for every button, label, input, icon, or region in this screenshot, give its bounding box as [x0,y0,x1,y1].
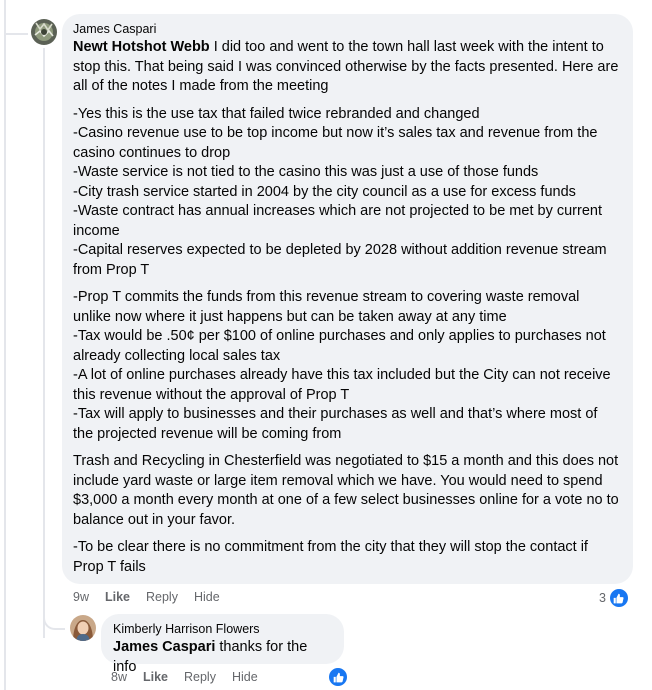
comment-paragraph: -Prop T commits the funds from this revenue stream to covering waste removal unlike now where it just happens but can be taken away at any time -Tax would be .50¢ per $100 of online purchases and only applies to purchases not already collecting local sales tax -A lot of online purchases already have this tax included but the City can not receive this revenue without the approval of Prop T -Tax will apply to businesses and their purchases as well and that’s where most of the projected revenue will be coming from [73,289,611,442]
reply-thread-connector [43,600,65,630]
comment-author[interactable]: James Caspari [73,22,157,36]
reply-actions [111,670,274,684]
thumbs-up-icon [328,667,348,687]
comment-paragraph: -To be clear there is no commitment from the city that they will stop the contact if Prop T fails [73,539,588,575]
reply-thread-line [43,48,45,638]
comment-paragraph: -Yes this is the use tax that failed twice rebranded and changed -Casino revenue use to be top income but now it’s sales tax and revenue from the casino continues to drop -Waste service is not tied to the casino this was just a use of those funds -City trash service started in 2004 by the city council as a use for excess funds -Waste contract has annual increases which are not projected to be met by current income -Capital reserves expected to be depleted by 2028 without addition revenue stream from Prop T [73,105,607,278]
mention-link[interactable]: James Caspari [113,639,216,655]
thumbs-up-icon [609,588,629,608]
like-button[interactable]: Like [104,590,130,604]
reply-bubble [101,614,344,675]
reply-text: thanks for the info [113,639,308,675]
comment-bubble [62,14,633,584]
avatar[interactable] [31,19,57,45]
comment-body [73,38,621,577]
reply-reply-button[interactable]: Reply [184,670,216,684]
reaction-count: 3 [599,591,606,605]
comment-paragraph-text: I did too and went to the town hall last week with the intent to stop this. That being said I was convinced otherwise by the facts presented. Here are all of the notes I made from the meeting [73,39,619,94]
thread-line [4,0,6,690]
comment-timestamp[interactable]: 9w [73,590,89,604]
mention-link[interactable]: Newt Hotshot Webb [73,39,210,55]
reply-like-button[interactable]: Like [142,670,168,684]
reaction-summary[interactable] [599,588,629,608]
comment-paragraph [73,38,621,97]
reply-button[interactable]: Reply [146,590,178,604]
comment-paragraph: Trash and Recycling in Chesterfield was negotiated to $15 a month and this does not include yard waste or large item removal which we have. You would need to spend $3,000 a month every month at one of a few select businesses online for a vote no to balance out in your favor. [73,453,619,528]
hide-button[interactable]: Hide [193,590,220,604]
reply-author[interactable]: Kimberly Harrison Flowers [113,622,260,636]
reply-reaction-summary[interactable] [325,667,348,687]
reply-hide-button[interactable]: Hide [231,670,258,684]
comment-actions [73,590,236,604]
thread-connector [4,33,28,35]
reply-timestamp[interactable]: 8w [111,670,127,684]
reply-avatar[interactable] [70,615,96,641]
